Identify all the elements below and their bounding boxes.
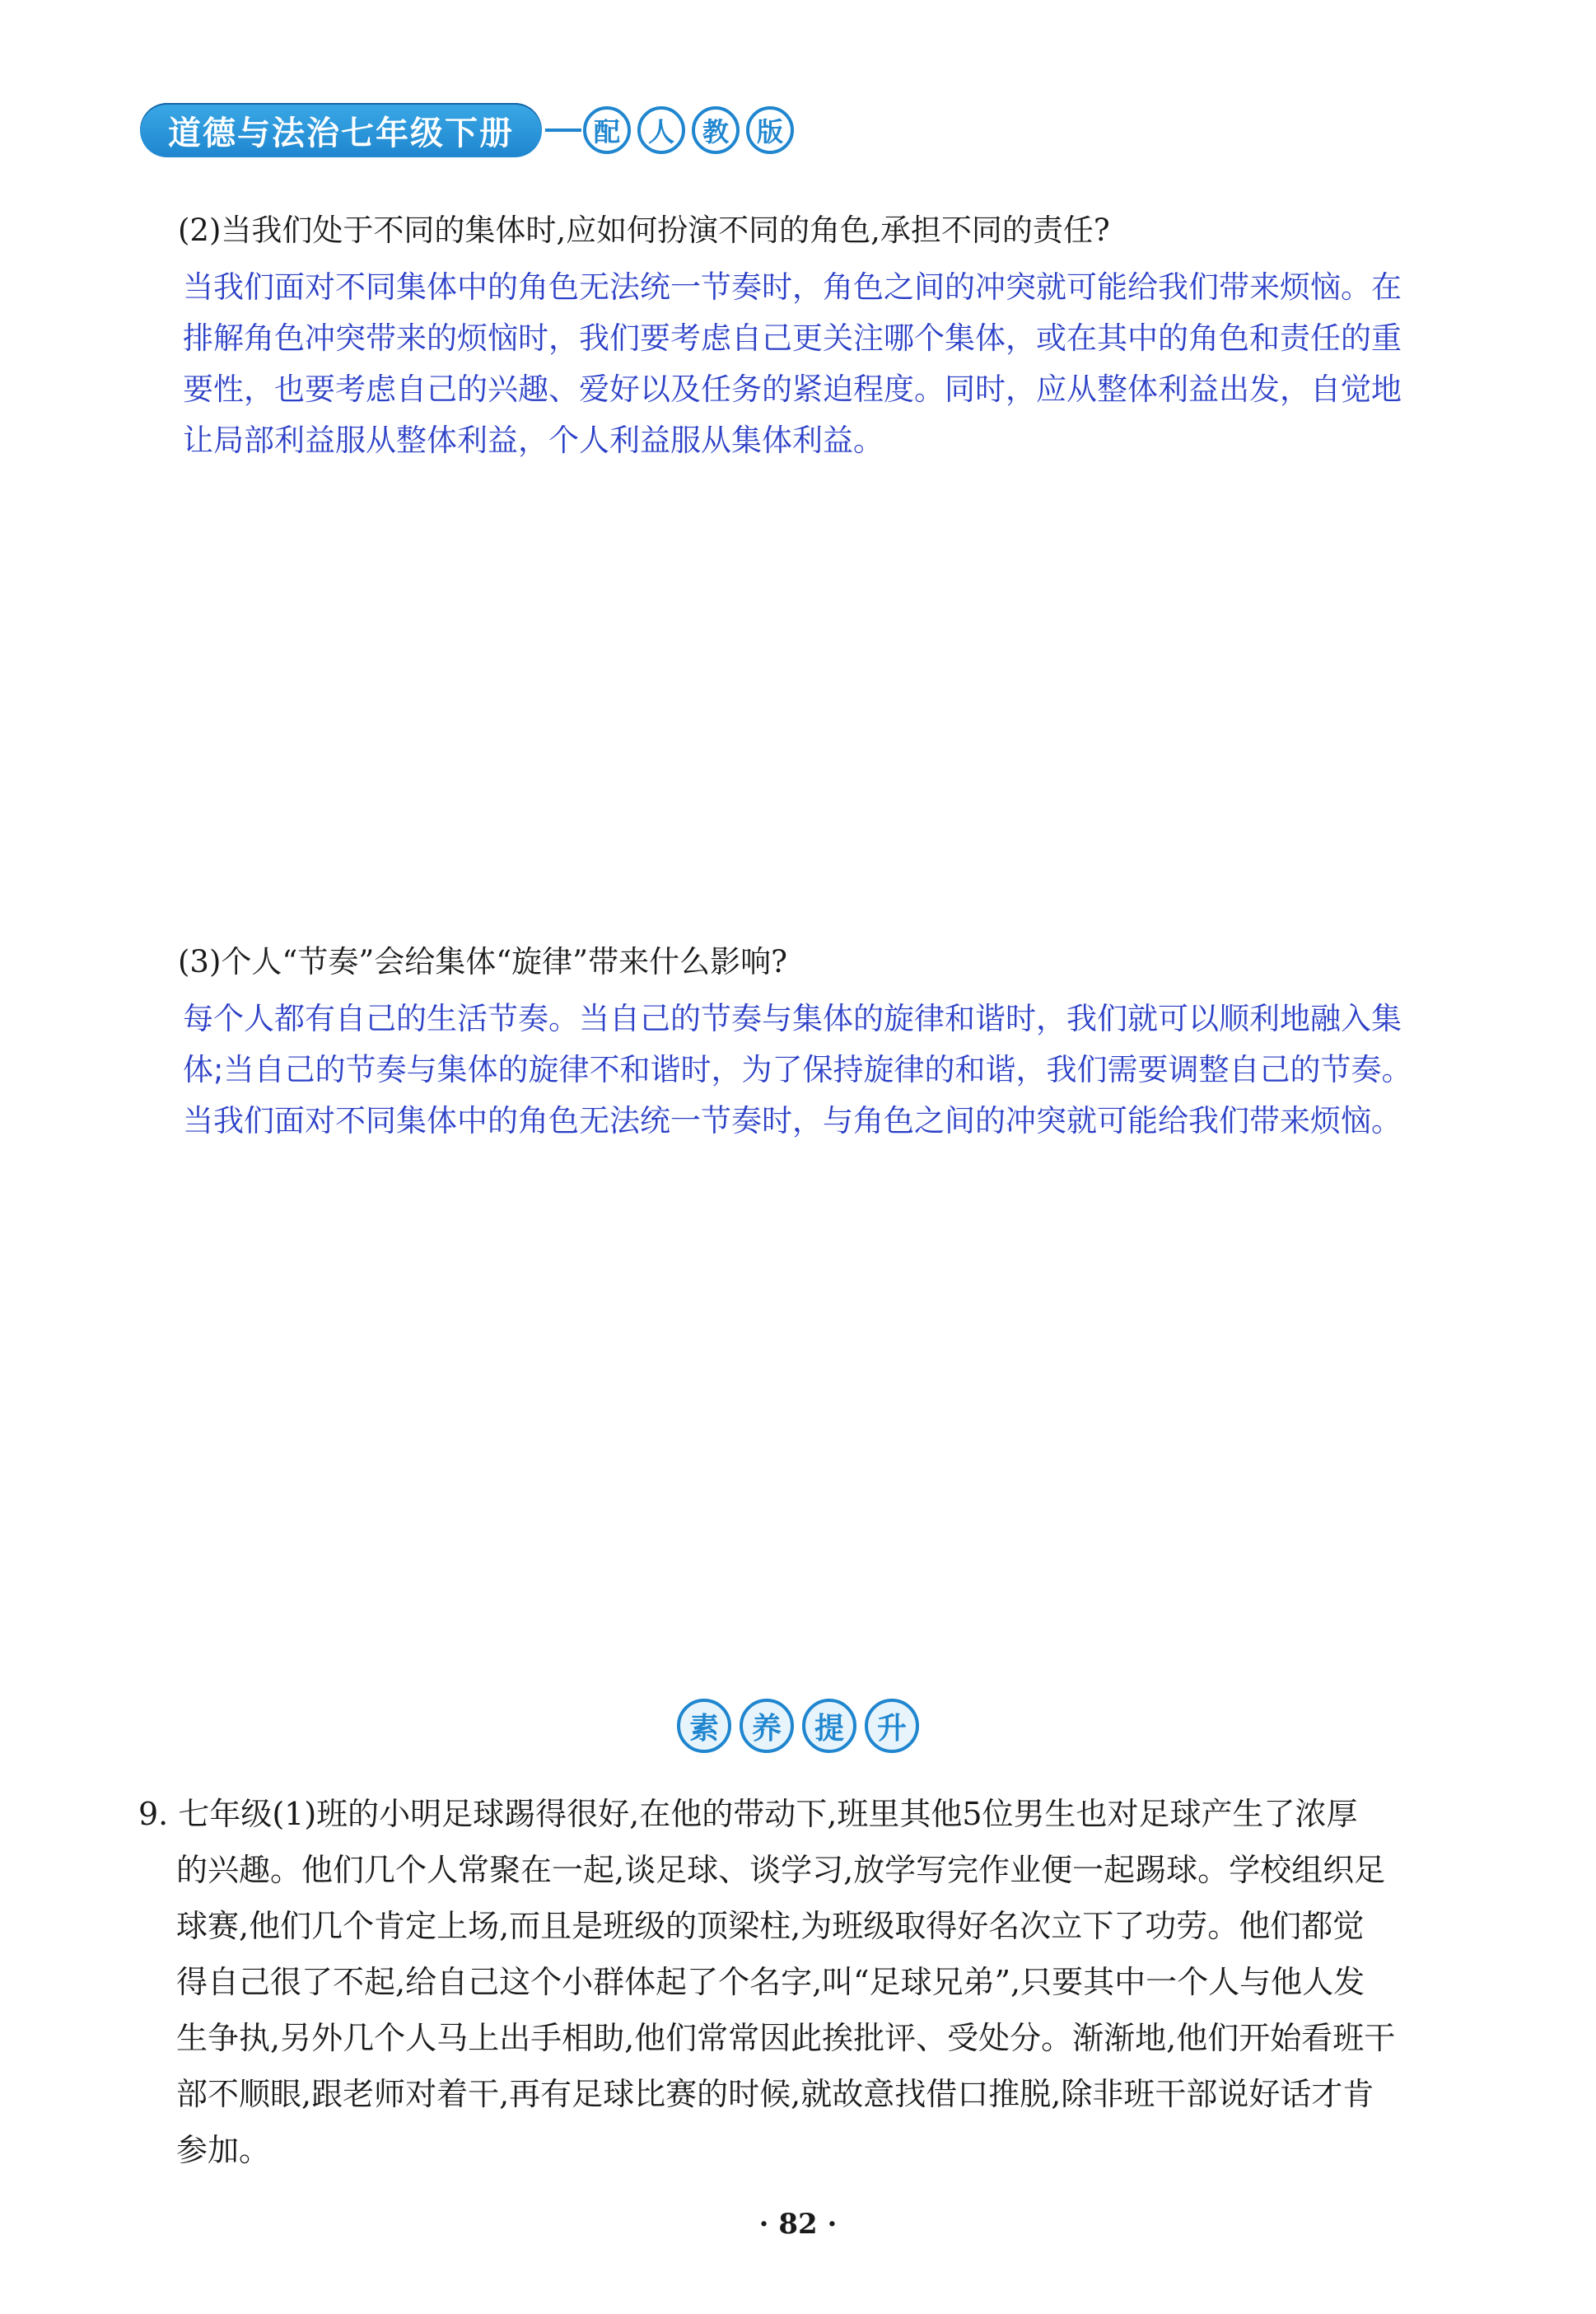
- problem-line: 参加。: [176, 2132, 271, 2168]
- page-header: [140, 103, 794, 157]
- answer-line: 要性，也要考虑自己的兴趣、爱好以及任务的紧迫程度。同时，应从整体利益出发，自觉地: [183, 372, 1402, 407]
- problem-line: 的兴趣。他们几个人常聚在一起,谈足球、谈学习,放学写完作业便一起踢球。学校组织足: [176, 1852, 1386, 1888]
- page-number: · 82 ·: [758, 2208, 838, 2241]
- edition-badge: 配: [583, 106, 631, 154]
- section-heading-char: 提: [802, 1699, 856, 1753]
- answer-line: 每个人都有自己的生活节奏。当自己的节奏与集体的旋律和谐时，我们就可以顺利地融入集: [183, 1001, 1402, 1036]
- section-heading: [0, 1699, 1596, 1753]
- section-heading-char: 素: [677, 1699, 731, 1753]
- section-heading-char: 养: [740, 1699, 794, 1753]
- problem-line: 得自己很了不起,给自己这个小群体起了个名字,叫“足球兄弟”,只要其中一个人与他人发: [176, 1964, 1365, 2000]
- answer-line: 排解角色冲突带来的烦恼时，我们要考虑自己更关注哪个集体，或在其中的角色和责任的重: [183, 320, 1402, 356]
- edition-badge: 版: [746, 106, 794, 154]
- edition-badge: 教: [692, 106, 740, 154]
- problem-line: 生争执,另外几个人马上出手相助,他们常常因此挨批评、受处分。渐渐地,他们开始看班干: [176, 2020, 1396, 2056]
- edition-badge: 人: [637, 106, 685, 154]
- question-3: (3)个人“节奏”会给集体“旋律”带来什么影响?: [178, 944, 787, 979]
- answer-2: [183, 262, 1517, 466]
- problem-line: 部不顺眼,跟老师对着干,再有足球比赛的时候,就故意找借口推脱,除非班干部说好话才肯: [176, 2076, 1374, 2112]
- problem-line: 9. 七年级(1)班的小明足球踢得很好,在他的带动下,班里其他5位男生也对足球产生了浓厚: [138, 1796, 1358, 1832]
- answer-3: [183, 993, 1517, 1147]
- answer-line: 让局部利益服从整体利益，个人利益服从集体利益。: [183, 423, 884, 458]
- problem-line: 球赛,他们几个肯定上场,而且是班级的顶梁柱,为班级取得好名次立下了功劳。他们都觉: [176, 1908, 1365, 1944]
- answer-line: 当我们面对不同集体中的角色无法统一节奏时，角色之间的冲突就可能给我们带来烦恼。在: [183, 269, 1402, 305]
- section-heading-char: 升: [865, 1699, 919, 1753]
- answer-line: 体;当自己的节奏与集体的旋律不和谐时，为了保持旋律的和谐，我们需要调整自己的节奏。: [183, 1052, 1412, 1087]
- book-title: 道德与法治七年级下册: [140, 103, 542, 157]
- edition-badges: [583, 106, 794, 154]
- answer-line: 当我们面对不同集体中的角色无法统一节奏时，与角色之间的冲突就可能给我们带来烦恼。: [183, 1103, 1402, 1138]
- header-connector: [545, 129, 581, 132]
- problem-9: [138, 1786, 1489, 2178]
- question-2: (2)当我们处于不同的集体时,应如何扮演不同的角色,承担不同的责任?: [178, 213, 1110, 248]
